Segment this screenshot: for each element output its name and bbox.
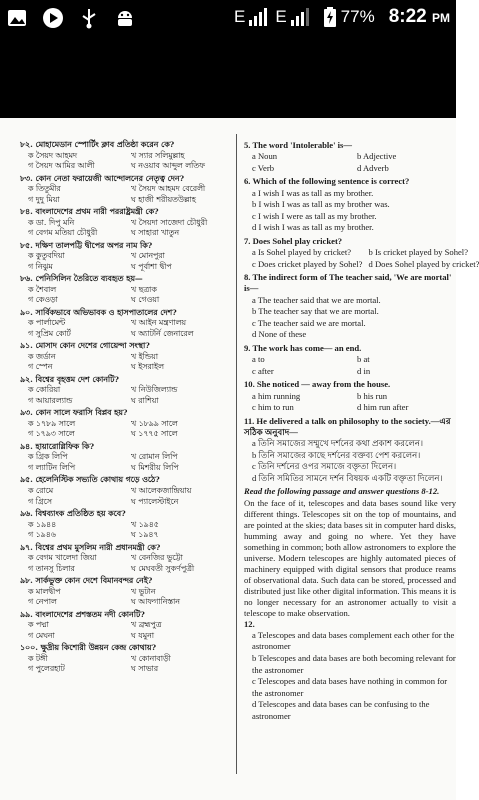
option-text: গ ল্যাটিন লিপি [28,462,76,472]
option-text: ঘ প্যালেস্টাইনে [131,496,179,506]
question-paper-image [0,118,479,800]
english-questions-column [244,140,479,725]
option-text: c I wish I were as tall as my brother. [252,210,377,221]
option-text: b his run [357,390,388,401]
options-grid [244,391,456,414]
option-text: a I wish I was as tall as my brother. [252,187,374,198]
question-item [20,408,228,440]
option-text: খ আইন মন্ত্রণালয় [131,318,187,328]
question-item [20,610,228,642]
option-text: d Adverb [357,162,389,173]
option-text: b Adjective [357,151,397,162]
question-item [244,379,456,413]
question-text: 6. Which of the following sentence is correct? [244,176,410,187]
option-text: ঘ হাজী শরীয়তউল্লাহ [131,194,196,204]
network-type-2: E [275,7,287,26]
option-text: খ ছত্রাক [131,284,157,294]
option-text: গ পুলেরহাট [28,664,65,674]
option-text: ঘ রাশিয়া [131,395,159,405]
option-text: ক পদ্মা [28,620,49,630]
option-text: c তিনি দর্শনের ওপর সমাজে বক্তৃতা দিলেন। [252,461,397,472]
question-text: 10. She noticed — away from the house. [244,379,391,390]
question-text: ৮৬. পেনিসিলিন তৈরিতে ব্যবহৃত হয়— [20,274,143,284]
passage-text: On the face of it, telescopes and data bases sound like very different things. Telescopes sit on the top of mountains, and are pointed at the skies; data bases sit in computer hard disks, humming away and going no where. Yet they have something in common; both allow astronomers to explore the universe. Modern telescopes are highly automated pieces of machinery equipped with digital sensors that produce reams of observational data. Such data can be stored, processed and distributed just like other digital information. This means it is no longer necessary for an astronomer actually to visit a telescope to make observation. [244,497,456,618]
question-item [244,416,456,485]
option-text: গ স্পেন [28,362,53,372]
question-text: 7. Does Sohel play cricket? [244,235,343,246]
signal-icon-2 [291,8,309,26]
option-text: d Does Sohel played by cricket? [368,258,479,269]
option-text: গ ১৯৪৬ [28,530,56,540]
option-text: ক বেগম খালেদা জিয়া [28,553,97,563]
option-text: ঘ যমুনা [131,630,155,640]
question-text: ৯৮. সার্কভুক্ত কোন দেশে বিমানবন্দর নেই? [20,576,153,586]
question-item [244,235,479,270]
option-text: c The teacher said we are mortal. [252,317,366,328]
bangla-questions-column [20,140,228,677]
options-grid [20,486,228,507]
option-text: b at [357,354,370,365]
option-text: ক ডা. দিপু মনি [28,217,75,227]
options-grid [244,151,456,174]
option-text: গ সুপ্রিম কোর্ট [28,328,71,338]
option-text: গ ১৭৯৩ সালে [28,429,75,439]
question-item [20,543,228,575]
option-text: খ ভুটান [131,586,156,596]
option-text: b Is cricket played by Sohel? [368,247,469,258]
option-text: d I wish I was as tall as my brother. [252,222,374,233]
option-text: a The teacher said that we are mortal. [252,294,381,305]
question-item [20,207,228,239]
option-text: a him running [252,390,301,401]
options-grid [244,247,479,270]
option-text: ঘ সাহারা খাতুন [131,228,179,238]
option-text: ক কোরিয়া [28,385,61,395]
option-text: a Is Sohel played by cricket? [252,247,352,258]
option-text: খ ১৮৯৯ সালে [131,418,178,428]
question-text: ৯৭. বিশ্বের প্রথম মুসলিম নারী প্রধানমন্ত্রী কে? [20,542,161,552]
question-item [244,343,456,377]
android-icon [114,7,136,29]
option-text: গ আয়ারল্যান্ড [28,395,73,405]
options-grid [20,285,228,306]
option-text: গ নেপাল [28,597,57,607]
question-item [20,308,228,340]
option-text: গ সৈয়দ আমির আলী [28,161,95,171]
options-grid [20,620,228,641]
option-text: খ কোনাবাড়ী [131,653,171,663]
option-text: ক সৈয়দ আহমদ [28,150,78,160]
options-grid [20,419,228,440]
clock: 8:22 PM [388,6,450,27]
options-grid [20,151,228,172]
option-text: a Telescopes and data bases complement each other for the astronomer [252,629,455,652]
option-text: ঘ ১৯৪৭ [131,530,159,540]
option-text: ঘ মেঘবতী সুকর্ণপুত্রী [131,563,195,573]
option-text: ঘ পূর্বাশা দ্বীপ [131,261,172,271]
question-number: 12. [244,618,255,629]
option-text: d Telescopes and data bases can be confusing to the astronomer [252,699,430,721]
option-text: ঘ মিশরীয় লিপি [131,462,179,472]
option-text: ক তিতুমীর [28,184,61,194]
status-bar [0,0,456,38]
question-item [20,174,228,206]
question-item [20,140,228,172]
question-text: ৯৪. হায়ারোগ্লিফিক কি? [20,441,95,451]
question-text: ৯১. মোসাদ কোন দেশের গোয়েন্দা সংস্থা? [20,341,150,351]
option-text: খ বেনজির ভুট্টো [131,553,183,563]
option-text: ক রোমে [28,485,54,495]
option-text: খ ইন্ডিয়া [131,351,158,361]
image-icon [6,7,28,29]
question-item [244,272,456,341]
options-grid [20,553,228,574]
options-grid [244,354,456,377]
option-text: ঘ ইসরাইল [131,362,164,372]
option-text: ঘ নওয়াব আব্দুল লতিফ [131,161,205,171]
question-text: ৯৯. বাংলাদেশের প্রশস্ততম নদী কোনটি? [20,609,145,619]
option-text: গ মেঘনা [28,630,55,640]
option-text: c Does cricket played by Sohel? [252,258,363,269]
option-text: c Telescopes and data bases have nothing in common for the astronomer [252,676,448,698]
battery-percent: 77% [340,7,375,26]
question-item [244,176,456,234]
option-text: ক পার্লামেন্ট [28,318,66,328]
question-text: ৮৪. বাংলাদেশের প্রথম নারী পররাষ্ট্রমন্ত্রী কে? [20,207,159,217]
passage-question [244,619,456,723]
option-text: b The teacher say that we are mortal. [252,306,379,317]
column-divider [236,134,237,774]
option-text: গ কেওড়া [28,295,58,305]
option-text: ক গ্রিক লিপি [28,452,68,462]
signal-icon [249,8,267,26]
options-grid [20,385,228,406]
option-text: ক জর্ডান [28,351,56,361]
battery-icon [323,7,337,27]
options-grid [20,452,228,473]
option-text: গ নিঝুম [28,261,53,271]
option-text: c him to run [252,402,294,413]
option-text: ঘ আফগানিস্তান [131,597,180,607]
option-text: ক শৈবাল [28,284,57,294]
option-text: d him run after [357,402,409,413]
options-grid [20,352,228,373]
options-grid [20,184,228,205]
option-text: ঘ অ্যাটর্নি জেনারেল [131,328,194,338]
option-text: d in [357,365,371,376]
option-text: খ সৈয়দ আহমদ বেরেলী [131,184,206,194]
question-item [20,475,228,507]
option-text: ক কুতুবদিয়া [28,251,65,261]
option-text: খ ১৯৪৫ [131,519,159,529]
option-text: d তিনি সমিতির সামনে দর্শন বিষয়ক একটি বক্তৃতা দিলেন। [252,472,443,483]
question-text: 11. He delivered a talk on philosophy to the society.—এর সঠিক অনুবাদ— [244,415,451,437]
option-text: ঘ গেওয়া [131,295,160,305]
image-letterbox-top [0,38,456,118]
question-item [20,375,228,407]
options-grid [20,587,228,608]
option-text: ক ১৭৮৯ সালে [28,418,76,428]
question-text: 9. The work has come— an end. [244,342,362,353]
options-grid [20,520,228,541]
option-text: গ তানসু চিলার [28,563,75,573]
question-item [20,241,228,273]
question-text: ৯৫. হেলেনিস্টিক সভ্যতি কোথায় গড়ে ওঠে? [20,475,160,485]
passage-title: Read the following passage and answer questions 8-12. [244,486,440,497]
question-text: ১০০. ক্ষুদ্রীয় কিশোরী উন্নয়ন কেন্দ্র কোথায়? [20,643,157,653]
question-text: ৯৩. কোন সালে ফরাসি বিপ্লব হয়? [20,408,128,418]
question-text: ৮২. মোহামেডান স্পোর্টিং ক্লাব প্রতিষ্ঠা করেন কে? [20,140,175,149]
option-text: ক টঙ্গী [28,653,48,663]
question-text: ৯০. সার্বিকভাবে অভিভাবক ও হাসপাতালের দেশ? [20,307,177,317]
question-item [20,274,228,306]
option-text: খ ব্রহ্মপুত্র [131,620,162,630]
question-text: ৯২. বিশ্বের বৃহত্তম দেশ কোনটি? [20,374,119,384]
options-grid [20,318,228,339]
option-text: c Verb [252,162,275,173]
option-text: a to [252,354,265,365]
options-grid [20,218,228,239]
question-item [20,341,228,373]
question-item [20,442,228,474]
option-text: খ স্যার সলিমুল্লাহ [131,150,185,160]
option-text: গ বেগম মতিয়া চৌধুরী [28,228,98,238]
usb-icon [78,7,100,29]
question-text: 5. The word 'Intolerable' is— [244,140,352,150]
option-text: খ সৈয়দা সাজেদা চৌধুরী [131,217,208,227]
question-text: ৯৬. বিশ্বব্যাংক প্রতিষ্ঠিত হয় কবে? [20,509,126,519]
question-item [20,576,228,608]
option-text: ঘ সাভার [131,664,159,674]
options-grid [20,251,228,272]
options-grid [20,654,228,675]
option-text: a তিনি সমাজের সম্মুখে দর্শনের কথা প্রকাশ করলেন। [252,438,424,449]
option-text: c after [252,365,274,376]
question-text: ৮৩. কোন নেতা ফরায়েজী আন্দোলনের নেতৃত্ব দেন? [20,173,185,183]
option-text: খ রোমান লিপি [131,452,178,462]
option-text: খ আলেকজান্দ্রিয়ায় [131,485,192,495]
network-type-1: E [233,7,246,26]
question-text: 8. The indirect form of The teacher said, 'We are mortal' is— [244,272,452,294]
option-text: গ গ্রিসে [28,496,52,506]
option-text: a Noun [252,151,278,162]
question-item [20,509,228,541]
option-text: b Telescopes and data bases are both becoming relevant for the astronomer [252,652,456,675]
option-text: ঘ ১৭৭৫ সালে [131,429,178,439]
play-store-icon [42,7,64,29]
option-text: খ মোনপুরা [131,251,165,261]
option-text: খ নিউজিল্যান্ড [131,385,178,395]
question-text: ৮৫. দক্ষিণ তালপট্টি দ্বীপের অপর নাম কি? [20,240,153,250]
option-text: b তিনি সমাজের কাছে দর্শনের বক্তব্য পেশ করলেন। [252,449,421,460]
option-text: গ দুদু মিয়া [28,194,60,204]
question-item [20,643,228,675]
option-text: ক ১৯৪৪ [28,519,57,529]
option-text: b I wish I was as tall as my brother was. [252,199,390,210]
option-text: d None of these [252,329,307,340]
question-item [244,140,456,174]
option-text: ক মালদ্বীপ [28,586,61,596]
